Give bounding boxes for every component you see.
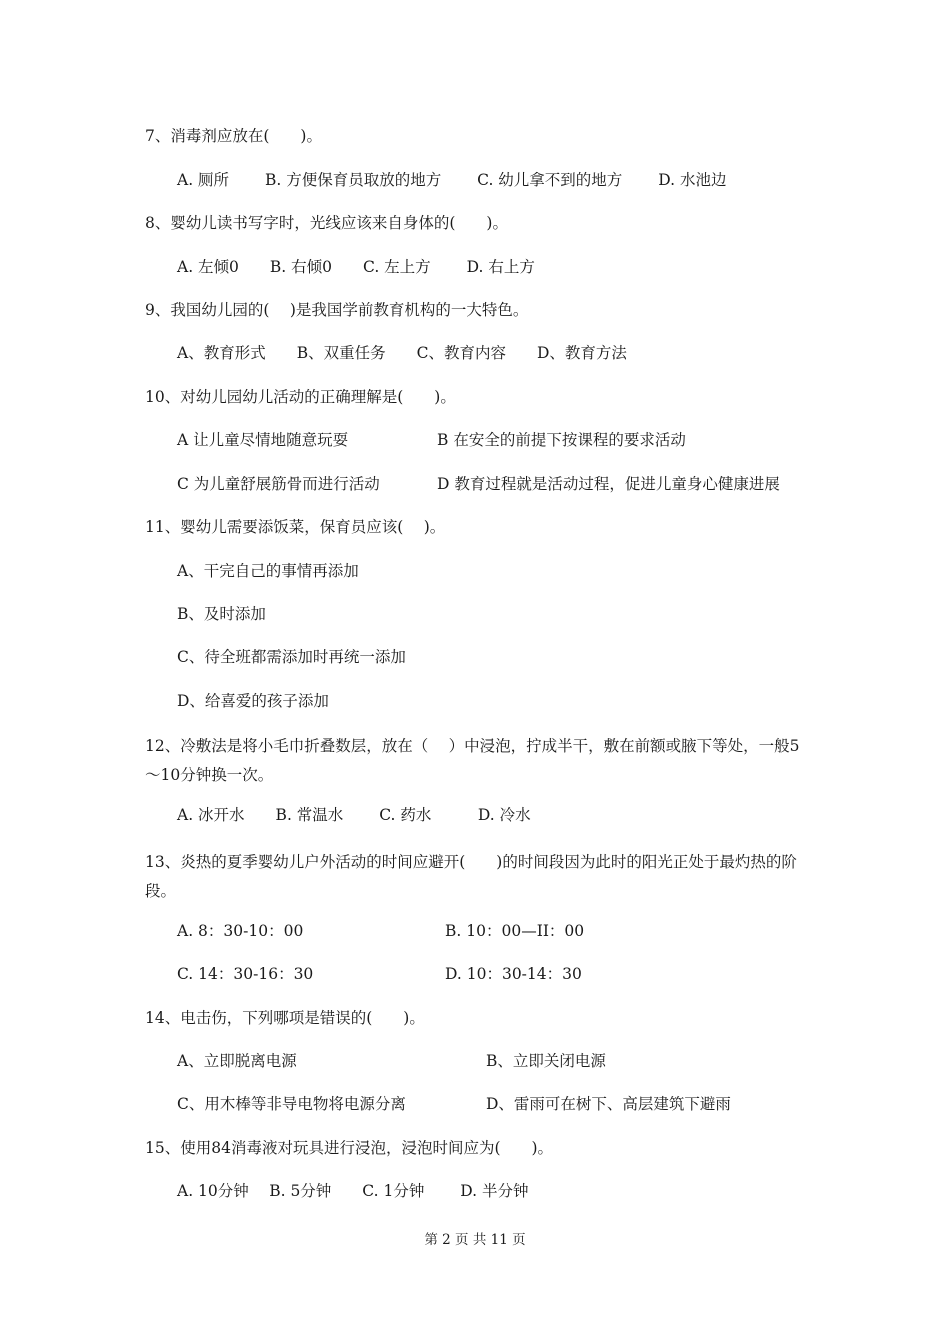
question-14-option-d: D、雷雨可在树下、高层建筑下避雨 xyxy=(486,1095,731,1113)
question-10-option-a: A 让儿童尽情地随意玩耍 xyxy=(177,431,349,449)
question-15-stem: 15、使用84消毒液对玩具进行浸泡，浸泡时间应为( )。 xyxy=(145,1139,554,1157)
question-7-stem: 7、消毒剂应放在( )。 xyxy=(145,127,322,145)
question-11-option-c: C、待全班都需添加时再统一添加 xyxy=(177,648,406,666)
question-13-option-a: A. 8：30-10：00 xyxy=(177,922,304,940)
question-10-option-d: D 教育过程就是活动过程，促进儿童身心健康进展 xyxy=(437,475,780,493)
page-footer: 第 2 页 共 11 页 xyxy=(424,1232,526,1248)
question-13-option-c: C. 14：30-16：30 xyxy=(177,965,314,983)
question-10-stem: 10、对幼儿园幼儿活动的正确理解是( )。 xyxy=(145,388,456,406)
question-14-option-b: B、立即关闭电源 xyxy=(486,1052,606,1070)
question-8-stem: 8、婴幼儿读书写字时，光线应该来自身体的( )。 xyxy=(145,214,508,232)
question-11-option-a: A、干完自己的事情再添加 xyxy=(177,562,359,580)
question-11-option-b: B、及时添加 xyxy=(177,605,266,623)
question-11-stem: 11、婴幼儿需要添饭菜，保育员应该( )。 xyxy=(145,518,446,536)
question-10-option-b: B 在安全的前提下按课程的要求活动 xyxy=(437,431,686,449)
question-7-options: A. 厕所 B. 方便保育员取放的地方 C. 幼儿拿不到的地方 D. 水池边 xyxy=(177,171,727,189)
question-15-options: A. 10分钟 B. 5分钟 C. 1分钟 D. 半分钟 xyxy=(177,1182,529,1200)
question-13-option-d: D. 10：30-14：30 xyxy=(445,965,582,983)
question-12-stem: 12、冷敷法是将小毛巾折叠数层，放在（ ）中浸泡，拧成半干，敷在前额或腋下等处，一般5～10分钟换一次。 xyxy=(145,737,800,784)
question-14-option-a: A、立即脱离电源 xyxy=(177,1052,297,1070)
question-11-option-d: D、给喜爱的孩子添加 xyxy=(177,692,329,710)
question-13-stem: 13、炎热的夏季婴幼儿户外活动的时间应避开( )的时间段因为此时的阳光正处于最灼热的阶段。 xyxy=(145,853,797,900)
question-14-option-c: C、用木棒等非导电物将电源分离 xyxy=(177,1095,406,1113)
question-10-option-c: C 为儿童舒展筋骨而进行活动 xyxy=(177,475,380,493)
question-9-stem: 9、我国幼儿园的( )是我国学前教育机构的一大特色。 xyxy=(145,301,529,319)
question-13-option-b: B. 10：00—II：00 xyxy=(445,922,585,940)
question-9-options: A、教育形式 B、双重任务 C、教育内容 D、教育方法 xyxy=(177,344,627,362)
question-8-options: A. 左倾0 B. 右倾0 C. 左上方 D. 右上方 xyxy=(177,258,535,276)
question-14-stem: 14、电击伤，下列哪项是错误的( )。 xyxy=(145,1009,425,1027)
question-12-options: A. 冰开水 B. 常温水 C. 药水 D. 冷水 xyxy=(177,806,531,824)
